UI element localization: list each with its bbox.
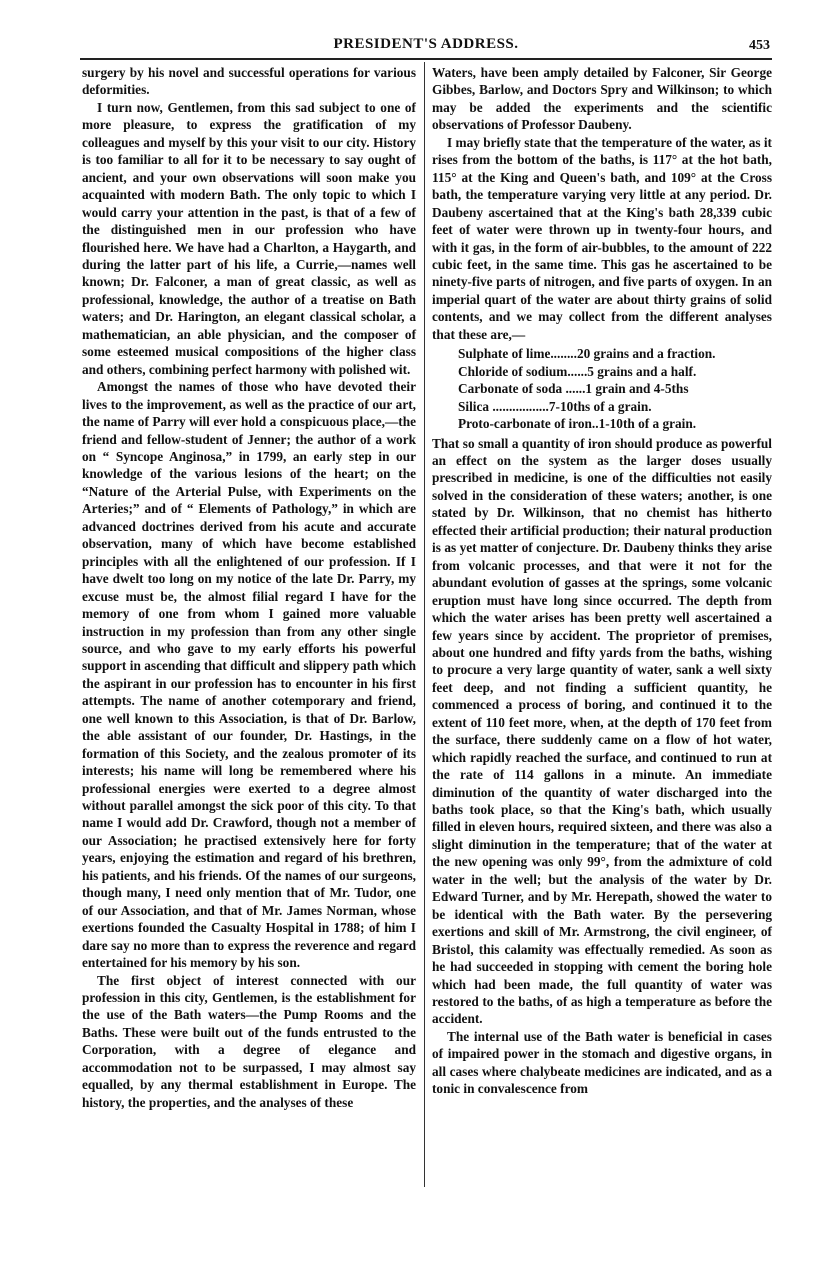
- analysis-table: [432, 345, 772, 432]
- page-number: 453: [749, 38, 770, 53]
- page-header: [82, 34, 770, 56]
- paragraph: Waters, have been amply detailed by Falconer, Sir George Gibbes, Barlow, and Doctors Spry and Wilkinson; to which may be added the experiments and the scientific observations of Professor Daubeny.: [432, 65, 772, 133]
- paragraph: The internal use of the Bath water is beneficial in cases of impaired power in the stomach and digestive organs, in all cases where chalybeate medicines are indicated, and as a tonic in convalescence from: [432, 1028, 772, 1097]
- analysis-row: Carbonate of soda ......1 grain and 4-5ths: [458, 381, 689, 397]
- paragraph: I may briefly state that the temperature of the water, as it rises from the bottom of the baths, is 117° at the hot bath, 115° at the King and Queen's bath, and 109° at the Cross bath, the temperature varying very little at any period. Dr. Daubeny ascertained that at the King's bath 28,339 cubic feet of water were thrown up in twenty-four hours, and with it gas, in the form of air-bubbles, to the amount of 222 cubic feet, in the same time. This gas he ascertained to be ninety-five parts of nitrogen, and five parts of oxygen. In an imperial quart of the water are about thirty grains of solid contents, and we may collect from the different analyses that these are,—: [432, 134, 772, 342]
- running-head: PRESIDENT'S ADDRESS.: [333, 36, 519, 52]
- analysis-row: Silica .................7-10ths of a grain.: [458, 398, 652, 414]
- right-column: [432, 64, 772, 1098]
- paragraph: The first object of interest connected with our profession in this city, Gentlemen, is the establishment for the use of the Bath waters—the Pump Rooms and the Baths. These were built out of the funds entrusted to the Corporation, with a degree of elegance and accommodation not to be surpassed, I may almost say equalled, by any thermal establishment in Europe. The history, the properties, and the analyses of these: [82, 972, 416, 1110]
- header-rule: [80, 58, 772, 60]
- paragraph: That so small a quantity of iron should produce as powerful an effect on the system as the larger doses usually prescribed in medicine, is one of the difficulties not easily solved in the consideration of these waters; another, is one stated by Dr. Wilkinson, that no chemist has hitherto effected their artificial production; their natural production is as yet matter of conjecture. Dr. Daubeny thinks they arise from volcanic processes, and that were it not for the abundant evolution of gasses at the springs, some volcanic eruption must have long since occurred. The depth from which the water arises has been pretty well ascertained a few years since by accident. The proprietor of premises, about one hundred and fifty yards from the baths, wishing to procure a very large quantity of water, sank a well sixty feet deep, and not finding a sufficient quantity, he commenced a process of boring, and continued it to the extent of 110 feet more, when, at the depth of 170 feet from the surface, there suddenly came on a flow of hot water, which rapidly reached the surface, and continued to run at the rate of 114 gallons in a minute. An immediate diminution of the quantity of water discharged into the baths took place, so that the King's bath, which usually filled in eleven hours, required sixteen, and there was also a slight diminution in the temperature; that of the water at the new opening was only 99°, from the admixture of cold water in the well; but the analysis of the water by Dr. Edward Turner, and by Mr. Herepath, showed the water to be identical with the Bath water. By the persevering exertions and skill of Mr. Armstrong, the civil engineer, of Bristol, this calamity was effectually remedied. As soon as he had succeeded in stopping with cement the boring hole which had been made, the full quantity of water was restored to the baths, of as high a temperature as before the accident.: [432, 435, 772, 1027]
- analysis-row: Sulphate of lime........20 grains and a fraction.: [458, 346, 716, 362]
- left-column: [82, 64, 416, 1111]
- column-divider: [424, 62, 425, 1187]
- analysis-row: Proto-carbonate of iron..1-10th of a grain.: [458, 416, 697, 432]
- analysis-row: Chloride of sodium......5 grains and a half.: [458, 363, 697, 379]
- paragraph: surgery by his novel and successful operations for various deformities.: [82, 65, 416, 98]
- paragraph: Amongst the names of those who have devoted their lives to the improvement, as well as the practice of our art, the name of Parry will ever hold a conspicuous place,—the friend and fellow-student of Jenner; the author of a work on “ Syncope Anginosa,” in 1799, an early step in our knowledge of the various lesions of the heart; on the “Nature of the Arterial Pulse, with Experiments on the Arteries;” and of “ Elements of Pathology,” in which are advanced doctrines derived from his acute and accurate observation, many of which have become established principles with all the enlightened of our profession. If I have dwelt too long on my notice of the late Dr. Parry, my excuse must be, the almost filial regard I have for the memory of one from whom I gained more valuable instruction in my profession than from any other single source, and who gave to my early efforts his powerful support in ascending that difficult and slippery path which the aspirant in our profession has to encounter in his first attempts. The name of another cotemporary and friend, one well known to this Association, is that of Dr. Barlow, the able assistant of our founder, Dr. Hastings, in the formation of this Society, and the zealous promoter of its interests; his name will long be remembered where his professional energies were exerted to a degree almost without parallel amongst the sick poor of this city. To that name I would add Dr. Crawford, though not a member of our Association; he practised extensively here for forty years, enjoying the estimation and regard of his brethren, his patients, and his friends. Of the names of our surgeons, though many, I need only mention that of Mr. Tudor, one of our Association, and that of Mr. James Norman, whose exertions founded the Casualty Hospital in 1788; of him I dare say no more than to express the reverence and regard entertained for his memory by his son.: [82, 379, 416, 971]
- paragraph: I turn now, Gentlemen, from this sad subject to one of more pleasure, to express the gratification of my colleagues and myself by this your visit to our city. History is too familiar to all for it to be necessary to say ought of ancient, and your own observations will soon make you acquainted with modern Bath. The only topic to which I would carry your attention in the past, is that of a few of the distinguished men in our profession who have flourished here. We have had a Charlton, a Haygarth, and during the latter part of his life, a Currie,—names well known; Dr. Falconer, a man of great classic, as well as professional, knowledge, the author of a treatise on Bath waters; and Dr. Harington, an elegant classical scholar, a mathematician, an able physician, and the composer of some esteemed musical compositions of the higher class and others, combining perfect harmony with polished wit.: [82, 99, 416, 377]
